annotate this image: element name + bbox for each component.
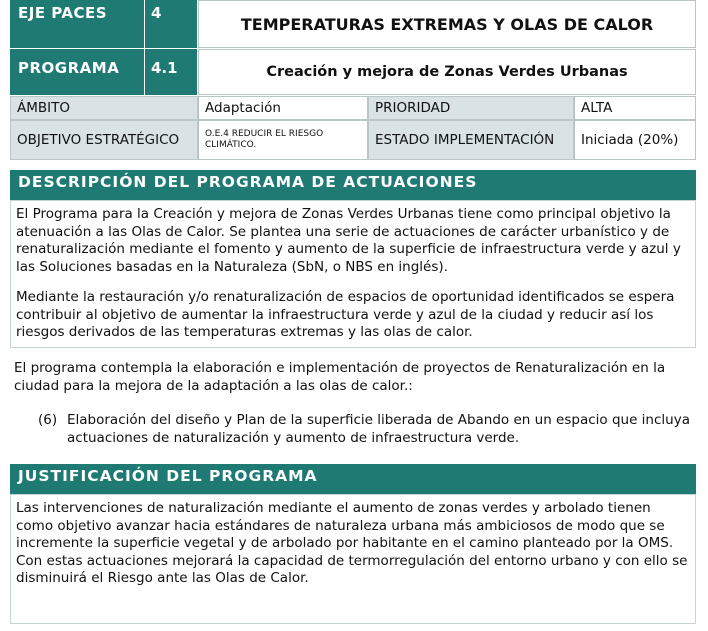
prioridad-value: ALTA <box>574 96 696 120</box>
prioridad-label: PRIORIDAD <box>368 96 574 120</box>
estado-value: Iniciada (20%) <box>574 120 696 160</box>
programa-label: PROGRAMA <box>10 49 144 95</box>
descripcion-title: DESCRIPCIÓN DEL PROGRAMA DE ACTUACIONES <box>10 170 696 200</box>
programa-number: 4.1 <box>145 49 197 95</box>
justificacion-paragraph: Las intervenciones de naturalización mediante el aumento de zonas verdes y arbolado tienen como objetivo avanzar hacia estándares de naturaleza urbana más ambiciosos de modo que se incremente la superficie vegetal y de arbolado por habitante en el camino planteado por la OMS. Con estas actuaciones mejorará la capacidad de termorregulación del entorno urbano y con ello se disminuirá el Riesgo ante las Olas de Calor. <box>16 500 688 586</box>
estado-label: ESTADO IMPLEMENTACIÓN <box>368 120 574 160</box>
ambito-value: Adaptación <box>198 96 368 120</box>
justificacion-title: JUSTIFICACIÓN DEL PROGRAMA <box>10 464 696 494</box>
programa-title: Creación y mejora de Zonas Verdes Urbanas <box>198 49 696 95</box>
eje-title: TEMPERATURAS EXTREMAS Y OLAS DE CALOR <box>198 0 696 48</box>
eje-label: EJE PACES <box>10 0 144 48</box>
eje-number: 4 <box>145 0 197 48</box>
list-item-text: Elaboración del diseño y Plan de la superficie liberada de Abando en un espacio que incluya actuaciones de naturalización y aumento de infraestructura verde. <box>67 412 690 446</box>
objetivo-value: O.E.4 REDUCIR EL RIESGO CLIMÁTICO. <box>198 120 368 160</box>
descripcion-paragraph-3: El programa contempla la elaboración e implementación de proyectos de Renaturalización en la ciudad para la mejora de la adaptación a las olas de calor.: <box>14 360 666 394</box>
ambito-label: ÁMBITO <box>10 96 198 120</box>
descripcion-paragraph-1: El Programa para la Creación y mejora de Zonas Verdes Urbanas tiene como principal objetivo la atenuación a las Olas de Calor. Se plantea una serie de actuaciones de carácter urbanístico y de renaturalización mediante el fomento y aumento de la superficie de infraestructura verde y azul y las Soluciones basadas en la Naturaleza (SbN, o NBS en inglés). <box>16 206 681 275</box>
descripcion-paragraph-2: Mediante la restauración y/o renaturalización de espacios de oportunidad identificados se espera contribuir al objetivo de aumentar la infraestructura verde y azul de la ciudad y reducir así los riesgos derivados de las temperaturas extremas y las olas de calor. <box>16 289 675 340</box>
objetivo-label: OBJETIVO ESTRATÉGICO <box>10 120 198 160</box>
list-item-number: (6) <box>38 412 58 428</box>
